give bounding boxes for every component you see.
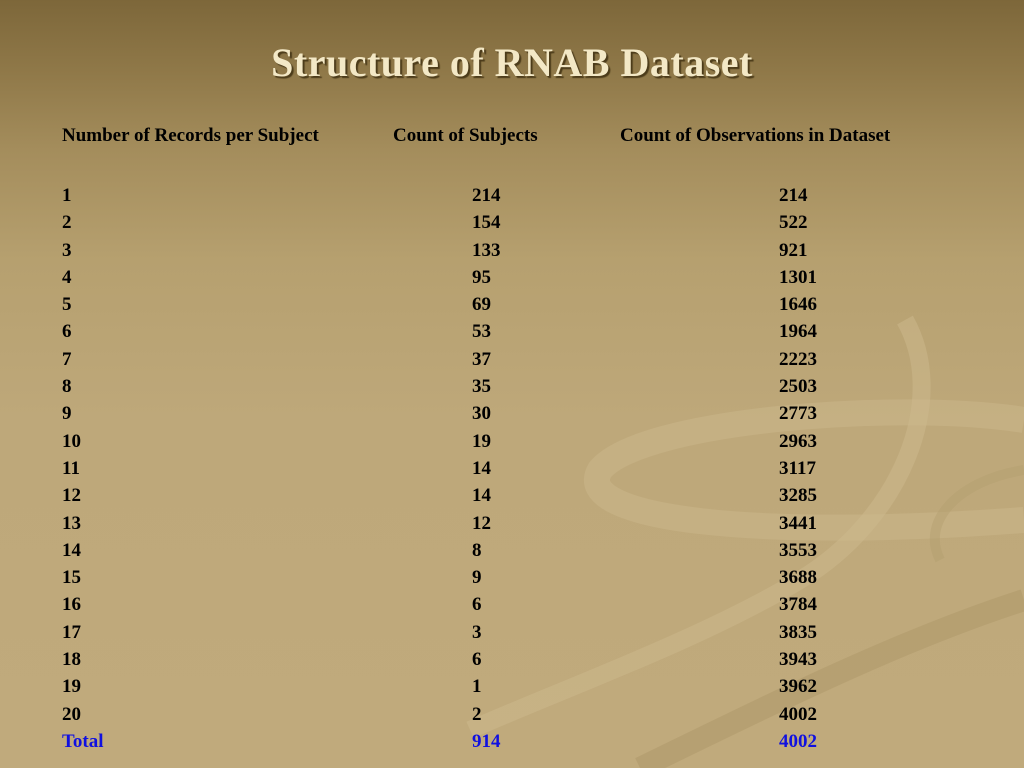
- cell-records: 4: [62, 266, 72, 288]
- cell-subjects: 133: [472, 239, 501, 261]
- cell-subjects: 6: [472, 594, 482, 616]
- table-row: [62, 346, 962, 373]
- cell-subjects: 6: [472, 649, 482, 671]
- cell-subjects: 8: [472, 539, 482, 561]
- cell-records: 20: [62, 703, 81, 725]
- total-label: Total: [62, 730, 104, 752]
- cell-records: 2: [62, 212, 72, 234]
- cell-subjects: 154: [472, 212, 501, 234]
- cell-records: 10: [62, 430, 81, 452]
- table-row: [62, 209, 962, 236]
- cell-records: 13: [62, 512, 81, 534]
- table-row: [62, 400, 962, 427]
- cell-subjects: 12: [472, 512, 491, 534]
- cell-subjects: 214: [472, 185, 501, 206]
- total-subjects: 914: [472, 730, 501, 752]
- table-row: [62, 482, 962, 509]
- table-row: [62, 291, 962, 318]
- table-row: [62, 564, 962, 591]
- cell-records: 9: [62, 403, 72, 425]
- table-row: [62, 237, 962, 264]
- cell-subjects: 3: [472, 621, 482, 643]
- table-row: [62, 591, 962, 618]
- total-observations: 4002: [779, 730, 817, 752]
- cell-records: 17: [62, 621, 81, 643]
- cell-observations: 3117: [779, 457, 816, 479]
- cell-observations: 2223: [779, 348, 817, 370]
- table-row: [62, 510, 962, 537]
- cell-subjects: 14: [472, 457, 491, 479]
- cell-subjects: 2: [472, 703, 482, 725]
- table-row: [62, 373, 962, 400]
- cell-observations: 1964: [779, 321, 817, 343]
- cell-subjects: 37: [472, 348, 491, 370]
- cell-records: 8: [62, 376, 72, 398]
- cell-observations: 3441: [779, 512, 817, 534]
- table-total-row: [62, 728, 962, 755]
- cell-observations: 2963: [779, 430, 817, 452]
- cell-records: 14: [62, 539, 81, 561]
- table-row: [62, 428, 962, 455]
- table-row: [62, 182, 962, 209]
- cell-observations: 214: [779, 185, 808, 206]
- cell-subjects: 69: [472, 294, 491, 316]
- cell-records: 1: [62, 185, 72, 206]
- cell-observations: 2773: [779, 403, 817, 425]
- cell-records: 5: [62, 294, 72, 316]
- cell-records: 18: [62, 649, 81, 671]
- cell-records: 12: [62, 485, 81, 507]
- table-row: [62, 673, 962, 700]
- cell-observations: 3962: [779, 676, 817, 698]
- table-row: [62, 537, 962, 564]
- cell-observations: 3553: [779, 539, 817, 561]
- cell-subjects: 30: [472, 403, 491, 425]
- header-records-per-subject: Number of Records per Subject: [62, 125, 319, 146]
- table-row: [62, 619, 962, 646]
- cell-subjects: 53: [472, 321, 491, 343]
- table-row: [62, 318, 962, 345]
- header-count-of-observations: Count of Observations in Dataset: [620, 125, 891, 146]
- cell-subjects: 19: [472, 430, 491, 452]
- slide-title: Structure of RNAB Dataset: [271, 40, 753, 85]
- cell-observations: 921: [779, 239, 808, 261]
- cell-observations: 522: [779, 212, 808, 234]
- dataset-structure-table: [62, 122, 962, 755]
- cell-observations: 1646: [779, 294, 817, 316]
- cell-subjects: 1: [472, 676, 482, 698]
- table-row: [62, 264, 962, 291]
- cell-records: 11: [62, 457, 80, 479]
- cell-records: 15: [62, 567, 81, 589]
- cell-observations: 3784: [779, 594, 817, 616]
- table-row: [62, 701, 962, 728]
- cell-records: 16: [62, 594, 81, 616]
- cell-records: 6: [62, 321, 72, 343]
- table-header-row: [62, 122, 962, 149]
- cell-observations: 2503: [779, 376, 817, 398]
- cell-subjects: 95: [472, 266, 491, 288]
- cell-records: 3: [62, 239, 72, 261]
- header-count-of-subjects: Count of Subjects: [393, 125, 538, 146]
- cell-observations: 3835: [779, 621, 817, 643]
- cell-subjects: 9: [472, 567, 482, 589]
- table-row: [62, 646, 962, 673]
- cell-observations: 4002: [779, 703, 817, 725]
- table-row: [62, 455, 962, 482]
- cell-observations: 1301: [779, 266, 817, 288]
- cell-records: 7: [62, 348, 72, 370]
- cell-observations: 3688: [779, 567, 817, 589]
- cell-observations: 3943: [779, 649, 817, 671]
- cell-subjects: 35: [472, 376, 491, 398]
- cell-subjects: 14: [472, 485, 491, 507]
- cell-records: 19: [62, 676, 81, 698]
- cell-observations: 3285: [779, 485, 817, 507]
